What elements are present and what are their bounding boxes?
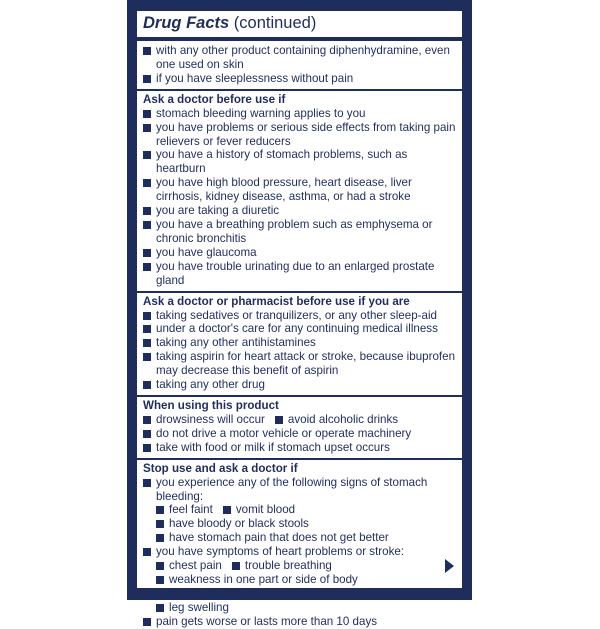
list-item: under a doctor's care for any continuing medical illness <box>143 322 456 336</box>
section-ask-doctor <box>143 93 456 288</box>
section-ask-pharmacist <box>143 295 456 392</box>
list-item: take with food or milk if stomach upset occurs <box>143 441 456 455</box>
square-bullet-icon <box>143 179 151 187</box>
list-item-pair: chest pain trouble breathing <box>156 559 456 573</box>
section-divider <box>137 89 462 91</box>
square-bullet-icon <box>156 590 164 598</box>
square-bullet-icon <box>143 339 151 347</box>
list-item: weakness in one part or side of body <box>156 573 456 587</box>
title-continued: (continued) <box>229 14 317 32</box>
list-item: you have trouble urinating due to an enlarged prostate gland <box>143 260 456 288</box>
list-item: you have problems or serious side effects from taking pain relievers or fever reducers <box>143 121 456 149</box>
list-item: you have a breathing problem such as emphysema or chronic bronchitis <box>143 218 456 246</box>
section-when-using <box>143 399 456 455</box>
list-item-pair: feel faint vomit blood <box>156 503 456 517</box>
square-bullet-icon <box>156 534 164 542</box>
section-divider <box>137 395 462 397</box>
list-item: you experience any of the following signs of stomach bleeding: <box>143 476 456 504</box>
square-bullet-icon <box>156 604 164 612</box>
square-bullet-icon <box>143 353 151 361</box>
title-bold: Drug Facts <box>143 14 230 32</box>
square-bullet-icon <box>143 618 151 626</box>
square-bullet-icon <box>156 576 164 584</box>
list-item: avoid alcoholic drinks <box>275 413 398 426</box>
square-bullet-icon <box>143 221 151 229</box>
title-divider <box>137 37 462 41</box>
square-bullet-icon <box>143 416 151 424</box>
square-bullet-icon <box>143 110 151 118</box>
square-bullet-icon <box>143 124 151 132</box>
square-bullet-icon <box>275 416 283 424</box>
list-item: stomach bleeding warning applies to you <box>143 107 456 121</box>
section-heading: Ask a doctor before use if <box>143 92 286 106</box>
square-bullet-icon <box>232 562 240 570</box>
drug-facts-label <box>137 11 462 628</box>
square-bullet-icon <box>143 249 151 257</box>
square-bullet-icon <box>156 562 164 570</box>
list-item: pain gets worse or lasts more than 10 days <box>143 615 456 629</box>
square-bullet-icon <box>156 520 164 528</box>
list-item: trouble breathing <box>232 559 332 572</box>
list-item: do not drive a motor vehicle or operate machinery <box>143 427 456 441</box>
square-bullet-icon <box>143 207 151 215</box>
square-bullet-icon <box>143 325 151 333</box>
list-item: leg swelling <box>156 601 456 615</box>
square-bullet-icon <box>143 430 151 438</box>
intro-list <box>143 44 456 86</box>
square-bullet-icon <box>143 75 151 83</box>
square-bullet-icon <box>143 444 151 452</box>
list-item: taking aspirin for heart attack or stroke, because ibuprofen may decrease this benefit of aspirin <box>143 350 456 378</box>
square-bullet-icon <box>223 506 231 514</box>
list-item: you have high blood pressure, heart disease, liver cirrhosis, kidney disease, asthma, or had a stroke <box>143 176 456 204</box>
square-bullet-icon <box>143 263 151 271</box>
square-bullet-icon <box>143 381 151 389</box>
section-divider <box>137 291 462 293</box>
list-item: have stomach pain that does not get better <box>156 531 456 545</box>
list-item: you are taking a diuretic <box>143 204 456 218</box>
page-title <box>143 11 456 36</box>
list-item: with any other product containing diphenhydramine, even one used on skin <box>143 44 456 72</box>
list-item: taking any other drug <box>143 378 456 392</box>
list-item: vomit blood <box>223 503 295 516</box>
square-bullet-icon <box>156 506 164 514</box>
list-item: slurred speech <box>156 587 456 601</box>
section-stop-use <box>143 462 456 629</box>
list-item: taking sedatives or tranquilizers, or any other sleep-aid <box>143 309 456 323</box>
list-item: have bloody or black stools <box>156 517 456 531</box>
square-bullet-icon <box>143 312 151 320</box>
list-item: if you have sleeplessness without pain <box>143 72 456 86</box>
section-divider <box>137 458 462 460</box>
list-item-pair: drowsiness will occur avoid alcoholic drinks <box>143 413 456 427</box>
list-item: you have a history of stomach problems, such as heartburn <box>143 148 456 176</box>
square-bullet-icon <box>143 548 151 556</box>
square-bullet-icon <box>143 47 151 55</box>
list-item: taking any other antihistamines <box>143 336 456 350</box>
section-heading: When using this product <box>143 398 279 412</box>
list-item: you have glaucoma <box>143 246 456 260</box>
square-bullet-icon <box>143 479 151 487</box>
section-heading: Ask a doctor or pharmacist before use if you are <box>143 294 410 308</box>
list-item: you have symptoms of heart problems or stroke: <box>143 545 456 559</box>
section-heading: Stop use and ask a doctor if <box>143 461 298 475</box>
arrow-right-icon <box>445 559 454 573</box>
square-bullet-icon <box>143 151 151 159</box>
